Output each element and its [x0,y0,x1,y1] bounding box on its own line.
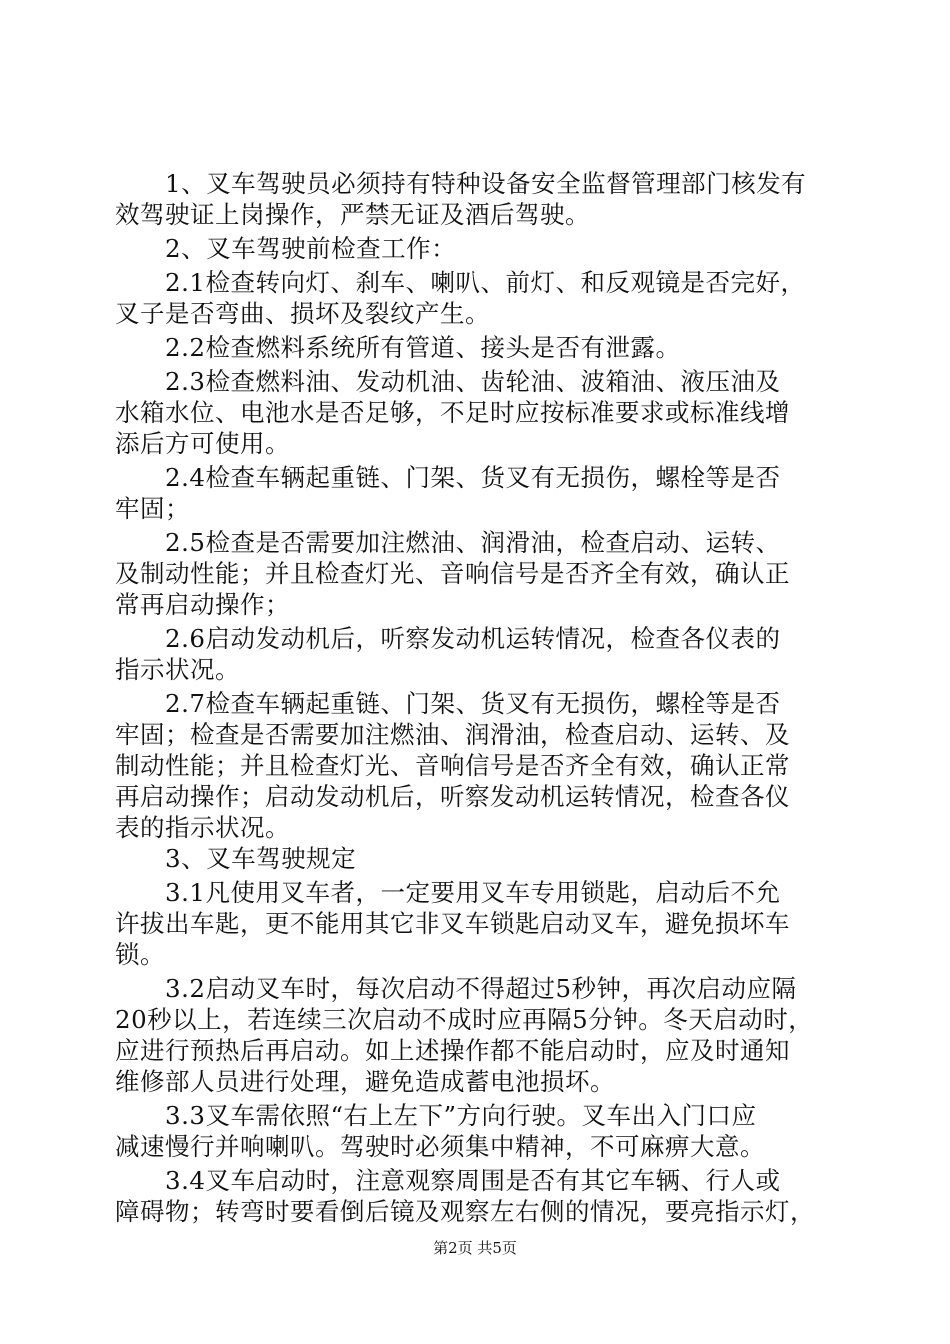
text-line: 添后方可使用。 [115,429,290,458]
text-line: 应进行预热后再启动。如上述操作都不能启动时，应及时通知 [115,1036,790,1065]
text-line: 2.2检查燃料系统所有管道、接头是否有泄露。 [115,333,681,362]
text-line: 水箱水位、电池水是否足够，不足时应按标准要求或标准线增 [115,398,790,427]
text-line: 减速慢行并响喇叭。驾驶时必须集中精神，不可麻痹大意。 [115,1132,765,1161]
text-line: 许拔出车匙，更不能用其它非叉车锁匙启动叉车，避免损坏车 [115,909,790,938]
text-line: 3.2启动叉车时，每次启动不得超过5秒钟，再次启动应隔 [115,974,797,1003]
text-line: 3.1凡使用叉车者，一定要用叉车专用锁匙，启动后不允 [115,878,781,907]
page-number-footer: 第2页 共5页 [433,1239,517,1257]
text-line: 3.3叉车需依照“右上左下”方向行驶。叉车出入门口应 [115,1101,757,1130]
text-line: 2.5检查是否需要加注燃油、润滑油，检查启动、运转、 [115,528,781,557]
text-line: 叉子是否弯曲、损坏及裂纹产生。 [115,299,490,328]
text-line: 效驾驶证上岗操作，严禁无证及酒后驾驶。 [115,200,590,229]
text-line: 1、叉车驾驶员必须持有特种设备安全监督管理部门核发有 [115,169,807,198]
text-line: 维修部人员进行处理，避免造成蓄电池损坏。 [115,1067,615,1096]
text-line: 表的指示状况。 [115,813,290,842]
text-line: 制动性能；并且检查灯光、音响信号是否齐全有效，确认正常 [115,751,790,780]
text-line: 指示状况。 [115,655,240,684]
text-line: 2.3检查燃料油、发动机油、齿轮油、波箱油、液压油及 [115,367,781,396]
text-line: 及制动性能；并且检查灯光、音响信号是否齐全有效，确认正 [115,559,790,588]
text-line: 20秒以上，若连续三次启动不成时应再隔5分钟。冬天启动时， [115,1005,814,1034]
text-line: 牢固； [115,494,190,523]
text-line: 再启动操作；启动发动机后，听察发动机运转情况，检查各仪 [115,782,790,811]
text-line: 2.7检查车辆起重链、门架、货叉有无损伤，螺栓等是否 [115,689,781,718]
text-line: 常再启动操作； [115,590,290,619]
document-body [115,168,840,1227]
text-line: 障碍物；转弯时要看倒后镜及观察左右侧的情况，要亮指示灯， [115,1197,815,1226]
text-line: 2.6启动发动机后，听察发动机运转情况，检查各仪表的 [115,624,781,653]
text-line: 2.1检查转向灯、刹车、喇叭、前灯、和反观镜是否完好， [115,268,806,297]
text-line: 2、叉车驾驶前检查工作： [115,234,457,263]
section-heading: 3、叉车驾驶规定 [115,844,357,873]
text-line: 牢固；检查是否需要加注燃油、润滑油，检查启动、运转、及 [115,720,790,749]
text-line: 锁。 [115,940,165,969]
text-line: 3.4叉车启动时，注意观察周围是否有其它车辆、行人或 [115,1166,781,1195]
text-line: 2.4检查车辆起重链、门架、货叉有无损伤，螺栓等是否 [115,463,781,492]
